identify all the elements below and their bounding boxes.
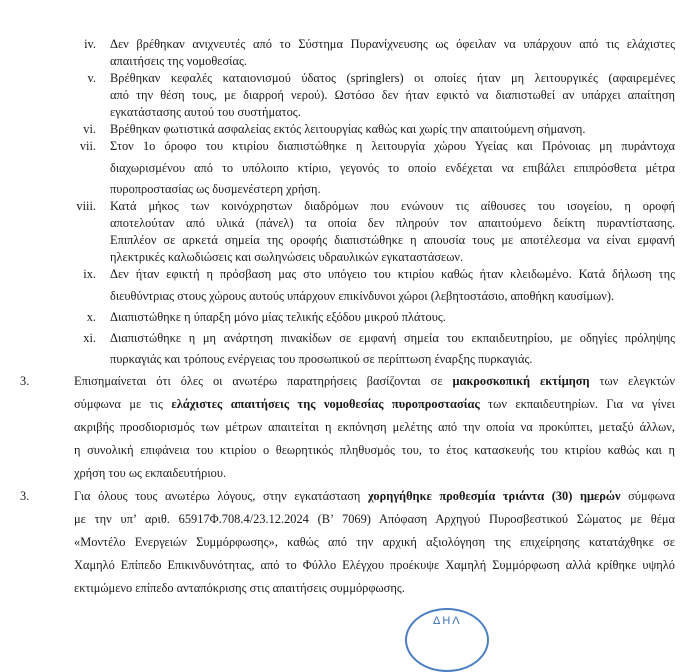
finding-item-line bbox=[110, 310, 446, 325]
text-segment: απαιτήσεις της νομοθεσίας. bbox=[110, 54, 247, 68]
finding-item-marker: viii. bbox=[76, 199, 96, 213]
text-segment: Δεν ήταν εφικτή η πρόσβαση μας στο υπόγειο του κτιρίου καθώς ήταν κλειδωμένο. Κατά δήλωση της bbox=[110, 267, 675, 281]
text-segment: πυροπροστασίας ως δυσμενέστερη χρήση. bbox=[110, 182, 321, 196]
text-segment: πυρκαγιάς και τρόπους ενέργειας του προσωπικού σε περίπτωση έναρξης πυρκαγιάς. bbox=[110, 352, 533, 366]
section-line bbox=[74, 420, 675, 435]
finding-item-marker: ix. bbox=[83, 267, 96, 281]
finding-item-line bbox=[110, 216, 675, 231]
section-line bbox=[74, 443, 675, 458]
stamp-text: ΔΗΛ bbox=[433, 615, 462, 627]
text-segment: Για όλους τους ανωτέρω λόγους, στην εγκατάσταση bbox=[74, 489, 369, 503]
finding-item-line bbox=[110, 331, 675, 346]
text-segment: Χαμηλό Επίπεδο Επικινδυνότητας, από το Φύλλο Ελέγχου προέκυψε Χαμηλή Συμμόρφωση αλλά κρίθηκε υψηλό bbox=[74, 558, 675, 572]
finding-item-line bbox=[110, 289, 614, 304]
section-line bbox=[74, 512, 675, 527]
finding-item-line bbox=[110, 352, 532, 367]
text-segment: διευθύντριας στους χώρους αυτούς υπάρχουν επικίνδυνοι χώροι (λεβητοστάσιο, αποθήκη καυσίμων). bbox=[110, 289, 615, 303]
text-segment: εκτιμώμενο επίπεδο ανταπόκρισης στις απαιτήσεις συμμόρφωσης. bbox=[74, 581, 405, 595]
text-segment: χρήση του ως εκπαιδευτήριου. bbox=[74, 466, 227, 480]
text-segment: Διαπιστώθηκε η μη ανάρτηση πινακίδων σε εμφανή σημεία του εκπαιδευτηρίου, με οδηγίες πρόληψης bbox=[110, 331, 675, 345]
official-stamp bbox=[405, 608, 489, 672]
section-line bbox=[74, 558, 675, 573]
finding-item-line bbox=[110, 71, 675, 86]
finding-item-line bbox=[110, 122, 585, 137]
text-segment: αποτελούταν από υλικά (πάνελ) τα οποία δεν πληρούν τον απαιτούμενο δείκτη πυραντίστασης. bbox=[110, 216, 675, 230]
section-line bbox=[74, 397, 675, 412]
finding-item-marker: x. bbox=[86, 310, 96, 324]
finding-item-line bbox=[110, 54, 247, 69]
text-segment: Στον 1ο όροφο του κτιρίου διαπιστώθηκε η λειτουργία χώρου Υγείας και Πρόνοιας μη πυράντοχα bbox=[110, 139, 675, 153]
text-segment: «Μοντέλο Ενεργειών Συμμόρφωσης», καθώς από την αρχική αξιολόγηση της επιχείρησης κατατάχθηκε σε bbox=[74, 535, 675, 549]
section-line bbox=[74, 535, 675, 550]
text-segment: Βρέθηκαν κεφαλές καταιονισμού ύδατος (springlers) οι οποίες ήταν μη λειτουργικές (αφαιρεμένες bbox=[110, 71, 675, 85]
text-segment: με την υπ’ αριθ. 65917Φ.708.4/23.12.2024 (Β’ 7069) Απόφαση Αρχηγού Πυροσβεστικού Σώματος με θέμα bbox=[74, 512, 675, 526]
text-segment: Διαπιστώθηκε η ύπαρξη μόνο μίας τελικής εξόδου μικρού πλάτους. bbox=[110, 310, 446, 324]
bold-text: μακροσκοπική εκτίμηση bbox=[452, 374, 590, 388]
text-segment: των ελεγκτών bbox=[589, 374, 675, 388]
text-segment: η συνολική επιφάνεια του κτιρίου ο θεωρητικός πληθυσμός του, το έτος κατασκευής του κτιρίου καθώς και η bbox=[74, 443, 675, 457]
text-segment: σύμφωνα με τις bbox=[74, 397, 172, 411]
text-segment: ακριβής προσδιορισμός των μέτρων απαιτείται η εκπόνηση μελέτης από την οποία να προκύπτει, μεταξύ άλλων, bbox=[74, 420, 675, 434]
finding-item-line bbox=[110, 233, 675, 248]
finding-item-line bbox=[110, 161, 675, 176]
section-line bbox=[74, 466, 226, 481]
bold-text: ελάχιστες απαιτήσεις της νομοθεσίας πυροπροστασίας bbox=[171, 397, 480, 411]
finding-item-line bbox=[110, 105, 301, 120]
finding-item-marker: v. bbox=[87, 71, 96, 85]
finding-item-marker: vii. bbox=[79, 139, 96, 153]
text-segment: ηλεκτρικές καλωδιώσεις και σωληνώσεις υδραυλικών εγκαταστάσεων. bbox=[110, 250, 464, 264]
text-segment: των εκπαιδευτηρίων. Για να γίνει bbox=[479, 397, 676, 411]
text-segment: Επισημαίνεται ότι όλες οι ανωτέρω παρατηρήσεις βασίζονται σε bbox=[74, 374, 453, 388]
section-marker: 3. bbox=[20, 374, 30, 388]
text-segment: εγκατάστασης αυτού του συστήματος. bbox=[110, 105, 301, 119]
finding-item-marker: vi. bbox=[83, 122, 96, 136]
finding-item-line bbox=[110, 139, 675, 154]
section-line bbox=[74, 489, 675, 504]
finding-item-line bbox=[110, 182, 321, 197]
text-segment: διαχωρισμένου από το υπόλοιπο κτίριο, γεγονός το οποίο ενδέχεται να επιβάλει επιπρόσθετα μέτρα bbox=[110, 161, 675, 175]
finding-item-marker: xi. bbox=[83, 331, 96, 345]
finding-item-line bbox=[110, 250, 463, 265]
text-segment: Επιπλέον σε αρκετά σημεία της οροφής διαπιστώθηκε η απουσία τους με αποτέλεσμα να είναι εμφανή bbox=[110, 233, 675, 247]
finding-item-line bbox=[110, 199, 675, 214]
finding-item-line bbox=[110, 88, 675, 103]
text-segment: Δεν βρέθηκαν ανιχνευτές από το Σύστημα Πυρανίχνευσης ως όφειλαν να υπάρχουν από τις ελάχιστες bbox=[110, 37, 675, 51]
finding-item-line bbox=[110, 267, 675, 282]
section-line bbox=[74, 374, 675, 389]
text-segment: από την θέση τους, με διαρροή νερού). Ωστόσο δεν ήταν εφικτό να διαπιστωθεί αν υπάρχει απαίτηση bbox=[110, 88, 675, 102]
text-segment: Κατά μήκος των κοινόχρηστων διαδρόμων που ενώνουν τις αίθουσες του ισογείου, η οροφή bbox=[110, 199, 675, 213]
section-marker: 3. bbox=[20, 489, 30, 503]
text-segment: Βρέθηκαν φωτιστικά ασφαλείας εκτός λειτουργίας καθώς και χωρίς την απαιτούμενη σήμανση. bbox=[110, 122, 586, 136]
bold-text: χορηγήθηκε προθεσμία τριάντα (30) ημερών bbox=[368, 489, 621, 503]
text-segment: σύμφωνα bbox=[620, 489, 675, 503]
finding-item-marker: iv. bbox=[84, 37, 96, 51]
section-line bbox=[74, 581, 405, 596]
finding-item-line bbox=[110, 37, 675, 52]
